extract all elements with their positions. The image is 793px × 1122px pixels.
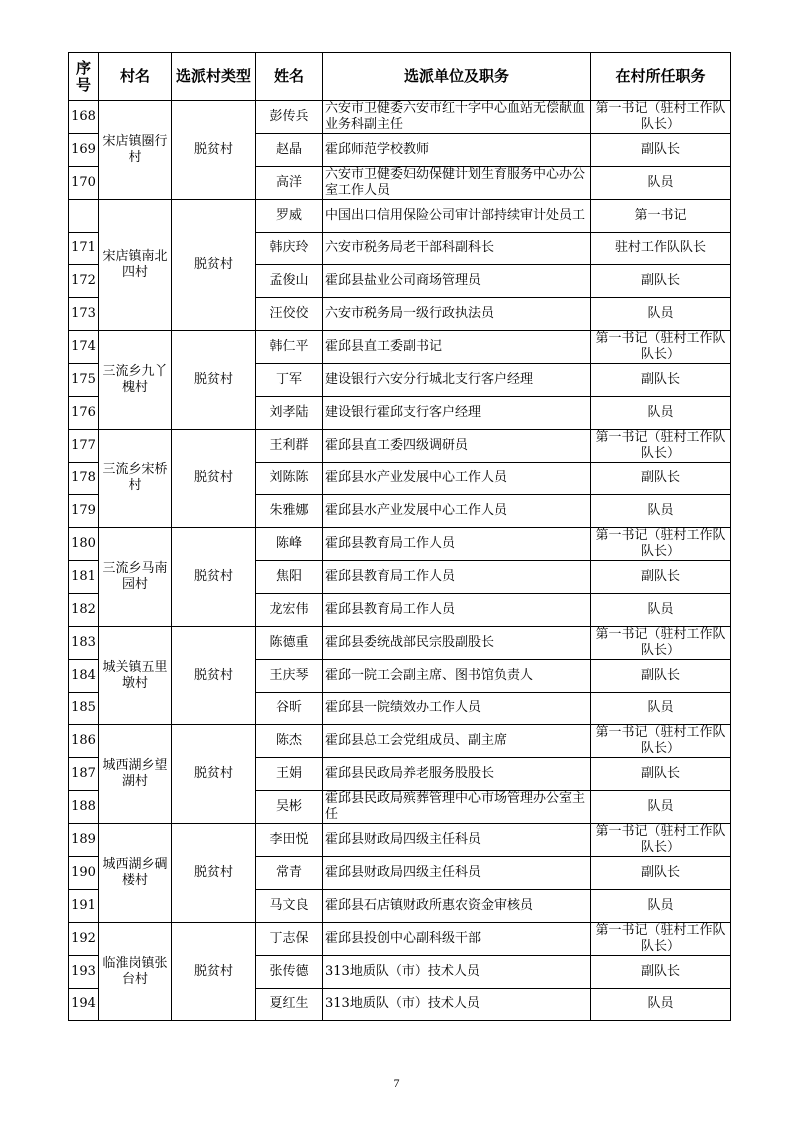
unit-position: 霍邱县投创中心副科级干部 — [323, 922, 591, 955]
village-type: 脱贫村 — [172, 429, 256, 528]
person-name: 焦阳 — [256, 561, 323, 594]
table-row — [69, 725, 731, 758]
village-name: 三流乡马南园村 — [99, 528, 172, 627]
table-row — [69, 922, 731, 955]
table-row — [69, 429, 731, 462]
table-header — [69, 53, 731, 101]
row-index: 190 — [69, 857, 99, 890]
row-index: 193 — [69, 955, 99, 988]
village-role: 队员 — [591, 298, 731, 331]
village-role: 第一书记（驻村工作队队长） — [591, 101, 731, 134]
unit-position: 霍邱县一院绩效办工作人员 — [323, 692, 591, 725]
village-role: 第一书记（驻村工作队队长） — [591, 330, 731, 363]
unit-position: 霍邱县总工会党组成员、副主席 — [323, 725, 591, 758]
village-role: 副队长 — [591, 758, 731, 791]
village-name: 三流乡九丫槐村 — [99, 330, 172, 429]
village-type: 脱贫村 — [172, 199, 256, 330]
unit-position: 霍邱县教育局工作人员 — [323, 593, 591, 626]
table-row — [69, 824, 731, 857]
village-role: 副队长 — [591, 134, 731, 167]
header-village: 村名 — [99, 53, 172, 101]
row-index: 180 — [69, 528, 99, 561]
header-index: 序号 — [69, 53, 99, 101]
person-name: 孟俊山 — [256, 265, 323, 298]
unit-position: 霍邱县水产业发展中心工作人员 — [323, 495, 591, 528]
unit-position: 霍邱县财政局四级主任科员 — [323, 824, 591, 857]
person-name: 陈峰 — [256, 528, 323, 561]
village-role: 副队长 — [591, 561, 731, 594]
row-index: 188 — [69, 791, 99, 824]
village-name: 城西湖乡望湖村 — [99, 725, 172, 824]
table-row — [69, 330, 731, 363]
row-index: 191 — [69, 889, 99, 922]
village-role: 副队长 — [591, 265, 731, 298]
table-row — [69, 101, 731, 134]
unit-position: 六安市卫健委妇幼保健计划生育服务中心办公室工作人员 — [323, 166, 591, 199]
row-index: 170 — [69, 166, 99, 199]
village-role: 队员 — [591, 988, 731, 1021]
table-row — [69, 528, 731, 561]
row-index: 176 — [69, 396, 99, 429]
village-name: 城关镇五里墩村 — [99, 626, 172, 725]
village-role: 队员 — [591, 791, 731, 824]
row-index: 194 — [69, 988, 99, 1021]
village-role: 第一书记（驻村工作队队长） — [591, 922, 731, 955]
page-number: 7 — [393, 1076, 400, 1090]
row-index: 192 — [69, 922, 99, 955]
row-index: 181 — [69, 561, 99, 594]
village-role: 副队长 — [591, 857, 731, 890]
village-name: 宋店镇圈行村 — [99, 101, 172, 200]
unit-position: 霍邱县财政局四级主任科员 — [323, 857, 591, 890]
person-name: 李田悦 — [256, 824, 323, 857]
unit-position: 六安市税务局老干部科副科长 — [323, 232, 591, 265]
person-name: 赵晶 — [256, 134, 323, 167]
village-role: 第一书记（驻村工作队队长） — [591, 626, 731, 659]
row-index: 186 — [69, 725, 99, 758]
person-name: 谷昕 — [256, 692, 323, 725]
unit-position: 313地质队（市）技术人员 — [323, 988, 591, 1021]
row-index: 187 — [69, 758, 99, 791]
person-name: 王利群 — [256, 429, 323, 462]
person-name: 高洋 — [256, 166, 323, 199]
village-role: 副队长 — [591, 955, 731, 988]
person-name: 陈德重 — [256, 626, 323, 659]
village-role: 副队长 — [591, 363, 731, 396]
village-type: 脱贫村 — [172, 528, 256, 627]
row-index: 174 — [69, 330, 99, 363]
assignment-table — [68, 52, 731, 1021]
person-name: 丁军 — [256, 363, 323, 396]
unit-position: 六安市税务局一级行政执法员 — [323, 298, 591, 331]
unit-position: 霍邱县盐业公司商场管理员 — [323, 265, 591, 298]
village-type: 脱贫村 — [172, 101, 256, 200]
header-unit-position: 选派单位及职务 — [323, 53, 591, 101]
person-name: 刘陈陈 — [256, 462, 323, 495]
unit-position: 霍邱县石店镇财政所惠农资金审核员 — [323, 889, 591, 922]
person-name: 朱雅娜 — [256, 495, 323, 528]
person-name: 张传德 — [256, 955, 323, 988]
table-body — [69, 101, 731, 1021]
unit-position: 建设银行霍邱支行客户经理 — [323, 396, 591, 429]
unit-position: 313地质队（市）技术人员 — [323, 955, 591, 988]
unit-position: 霍邱师范学校教师 — [323, 134, 591, 167]
village-role: 第一书记（驻村工作队队长） — [591, 429, 731, 462]
row-index: 171 — [69, 232, 99, 265]
unit-position: 霍邱县直工委副书记 — [323, 330, 591, 363]
person-name: 丁志保 — [256, 922, 323, 955]
unit-position: 霍邱县教育局工作人员 — [323, 561, 591, 594]
village-role: 副队长 — [591, 659, 731, 692]
village-role: 驻村工作队队长 — [591, 232, 731, 265]
village-type: 脱贫村 — [172, 626, 256, 725]
unit-position: 建设银行六安分行城北支行客户经理 — [323, 363, 591, 396]
village-role: 第一书记（驻村工作队队长） — [591, 725, 731, 758]
person-name: 汪佼佼 — [256, 298, 323, 331]
unit-position: 霍邱一院工会副主席、图书馆负责人 — [323, 659, 591, 692]
village-name: 临淮岗镇张台村 — [99, 922, 172, 1021]
village-type: 脱贫村 — [172, 824, 256, 923]
header-name: 姓名 — [256, 53, 323, 101]
village-role: 队员 — [591, 495, 731, 528]
person-name: 彭传兵 — [256, 101, 323, 134]
header-row — [69, 53, 731, 101]
unit-position: 霍邱县委统战部民宗股副股长 — [323, 626, 591, 659]
person-name: 马文良 — [256, 889, 323, 922]
village-type: 脱贫村 — [172, 922, 256, 1021]
row-index: 169 — [69, 134, 99, 167]
person-name: 陈杰 — [256, 725, 323, 758]
village-role: 队员 — [591, 166, 731, 199]
row-index: 189 — [69, 824, 99, 857]
unit-position: 霍邱县教育局工作人员 — [323, 528, 591, 561]
person-name: 吴彬 — [256, 791, 323, 824]
row-index: 183 — [69, 626, 99, 659]
person-name: 王庆琴 — [256, 659, 323, 692]
village-role: 队员 — [591, 692, 731, 725]
village-role: 副队长 — [591, 462, 731, 495]
row-index: 182 — [69, 593, 99, 626]
person-name: 王娟 — [256, 758, 323, 791]
table-row — [69, 199, 731, 232]
row-index: 168 — [69, 101, 99, 134]
village-type: 脱贫村 — [172, 330, 256, 429]
person-name: 夏红生 — [256, 988, 323, 1021]
row-index: 184 — [69, 659, 99, 692]
unit-position: 霍邱县民政局殡葬管理中心市场管理办公室主任 — [323, 791, 591, 824]
unit-position: 霍邱县水产业发展中心工作人员 — [323, 462, 591, 495]
row-index: 185 — [69, 692, 99, 725]
row-index: 178 — [69, 462, 99, 495]
row-index: 179 — [69, 495, 99, 528]
unit-position: 中国出口信用保险公司审计部持续审计处员工 — [323, 199, 591, 232]
village-role: 队员 — [591, 889, 731, 922]
row-index: 172 — [69, 265, 99, 298]
person-name: 罗威 — [256, 199, 323, 232]
header-village-type: 选派村类型 — [172, 53, 256, 101]
table-row — [69, 626, 731, 659]
village-role: 队员 — [591, 396, 731, 429]
person-name: 韩庆玲 — [256, 232, 323, 265]
person-name: 常青 — [256, 857, 323, 890]
unit-position: 霍邱县民政局养老服务股股长 — [323, 758, 591, 791]
header-village-role: 在村所任职务 — [591, 53, 731, 101]
village-type: 脱贫村 — [172, 725, 256, 824]
unit-position: 霍邱县直工委四级调研员 — [323, 429, 591, 462]
row-index: 177 — [69, 429, 99, 462]
village-role: 第一书记（驻村工作队队长） — [591, 528, 731, 561]
village-name: 城西湖乡碉楼村 — [99, 824, 172, 923]
unit-position: 六安市卫健委六安市红十字中心血站无偿献血业务科副主任 — [323, 101, 591, 134]
row-index: 175 — [69, 363, 99, 396]
village-name: 宋店镇南北四村 — [99, 199, 172, 330]
row-index: 173 — [69, 298, 99, 331]
person-name: 刘孝陆 — [256, 396, 323, 429]
village-name: 三流乡宋桥村 — [99, 429, 172, 528]
village-role: 队员 — [591, 593, 731, 626]
person-name: 龙宏伟 — [256, 593, 323, 626]
village-role: 第一书记（驻村工作队队长） — [591, 824, 731, 857]
row-index — [69, 199, 99, 232]
village-role: 第一书记 — [591, 199, 731, 232]
person-name: 韩仁平 — [256, 330, 323, 363]
